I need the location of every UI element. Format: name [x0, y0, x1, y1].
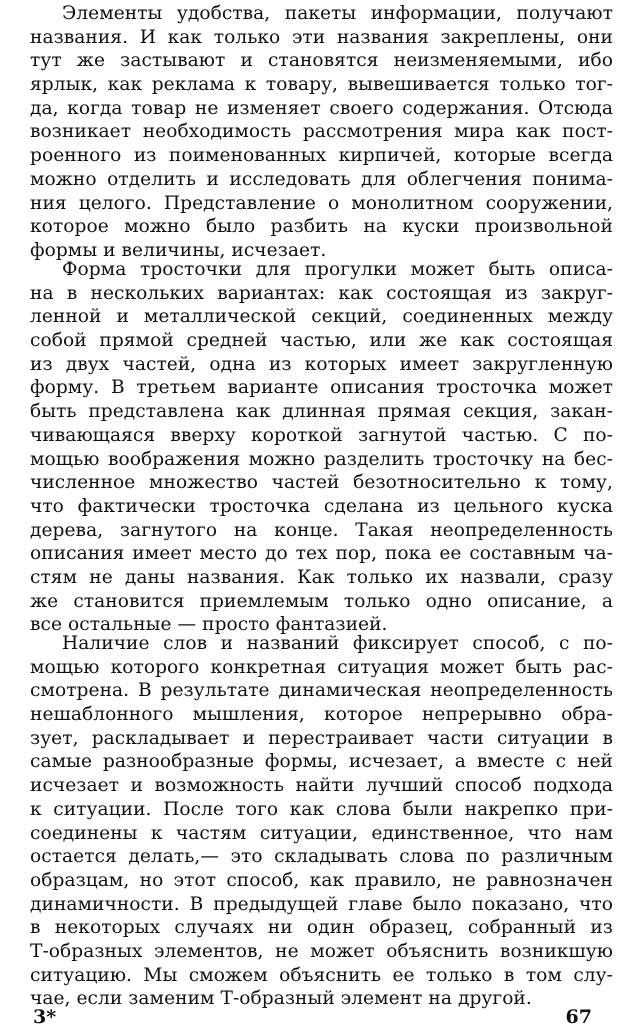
page-number: 67 — [565, 1006, 592, 1028]
text-line: мощью которого конкретная ситуация может быть рас- — [30, 656, 613, 678]
text-line: к ситуации. После того как слова были накрепко при- — [30, 798, 613, 820]
signature-mark: 3* — [33, 1006, 57, 1028]
text-line: собой прямой средней частью, или же как состоящая — [30, 330, 613, 352]
text-line: Форма тросточки для прогулки может быть описа- — [62, 259, 613, 280]
text-line: роенного из поименованных кирпичей, которые всегда — [30, 145, 613, 167]
text-line: формы и величины, исчезает. — [30, 239, 327, 261]
text-line: смотрена. В результате динамическая неопределенность — [30, 680, 613, 702]
text-line: ситуацию. Мы сможем объяснить ее только в том слу- — [30, 964, 613, 986]
text-line: численное множество частей безотносительно к тому, — [30, 472, 613, 494]
text-line: образцам, но этот способ, как правило, не равнозначен — [30, 869, 613, 891]
text-line: Т-образных элементов, не может объяснить возникшую — [30, 940, 613, 962]
text-line: которое можно было разбить на куски произвольной — [30, 216, 613, 238]
text-line: самые разнообразные формы, исчезает, а вместе с ней — [30, 751, 613, 773]
text-line: ния целого. Представление о монолитном сооружении, — [30, 192, 613, 214]
text-line: Элементы удобства, пакеты информации, получают — [62, 3, 613, 24]
text-line: описания имеет место до тех пор, пока ее составным ча- — [30, 543, 613, 565]
text-line: быть представлена как длинная прямая секция, закан- — [30, 401, 613, 423]
text-line: тут же застывают и становятся неизменяемыми, ибо — [30, 50, 613, 72]
text-line: все остальные — просто фантазией. — [30, 614, 388, 636]
text-line: да, когда товар не изменяет своего содержания. Отсюда — [30, 97, 613, 119]
text-line: остается делать,— это складывать слова по различным — [30, 846, 613, 868]
text-line: ярлык, как реклама к товару, вывешивается только тог- — [30, 74, 613, 96]
text-line: в некоторых случаях ни один образец, собранный из — [30, 917, 613, 939]
paragraph-1 — [30, 2, 613, 263]
text-line: дерева, загнутого на конце. Такая неопределенность — [30, 519, 613, 541]
paragraph-2 — [30, 258, 613, 637]
text-line: мощью воображения можно разделить тросточку на бес- — [30, 448, 613, 470]
text-line: форму. В третьем варианте описания тросточка может — [30, 377, 613, 399]
paragraph-3 — [30, 632, 613, 1011]
text-line: чивающаяся вверху короткой загнутой частью. С по- — [30, 424, 613, 446]
book-page — [30, 0, 613, 1035]
text-line: чае, если заменим Т-образный элемент на другой. — [30, 988, 532, 1010]
text-line: что фактически тросточка сделана из цельного куска — [30, 495, 613, 517]
text-line: нешаблонного мышления, которое непрерывно обра- — [30, 704, 613, 726]
text-line: Наличие слов и названий фиксирует способ, с по- — [62, 633, 613, 654]
text-line: можно отделить и исследовать для облегчения понима- — [30, 168, 613, 190]
text-line: из двух частей, одна из которых имеет закругленную — [30, 353, 613, 375]
text-line: исчезает и возможность найти лучший способ подхода — [30, 775, 613, 797]
text-line: соединены к частям ситуации, единственное, что нам — [30, 822, 613, 844]
text-line: возникает необходимость рассмотрения мира как пост- — [30, 121, 613, 143]
text-line: динамичности. В предыдущей главе было показано, что — [30, 893, 613, 915]
text-line: ленной и металлической секций, соединенных между — [30, 306, 613, 328]
text-line: же становится приемлемым только одно описание, а — [30, 590, 613, 612]
text-line: названия. И как только эти названия закреплены, они — [30, 26, 613, 48]
text-line: стям не даны названия. Как только их назвали, сразу — [30, 566, 613, 588]
text-line: на в нескольких вариантах: как состоящая из закруг- — [30, 282, 613, 304]
text-line: зует, раскладывает и перестраивает части ситуации в — [30, 727, 613, 749]
